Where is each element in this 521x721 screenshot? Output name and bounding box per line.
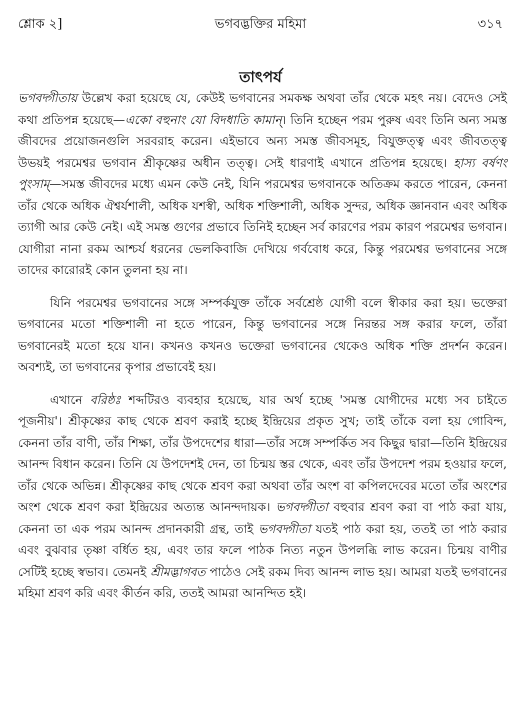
paragraph-text: যতই পাঠ করা হয়, ততই তা পাঠ করার এবং বুঝবার তৃষ্ণা বর্ধিত হয়, এবং তার ফলে পাঠক নিত্য নতুন উপলব্ধি লাভ করেন। চিন্ময় বাণীর সেটিই হচ্ছে স্বভাব। তেমনই — [18, 521, 508, 579]
italic-term: ভগবদ্গীতা — [275, 500, 328, 514]
paragraph-text: পাঠেও সেই রকম দিব্য আনন্দ লাভ হয়। আমরা যতই ভগবানের মহিমা শ্রবণ করি এবং কীর্তন করি, ততই আমরা আনন্দিত হই। — [18, 564, 507, 600]
verse-reference: শ্লোক ২] — [18, 17, 63, 32]
paragraph-text: —সমস্ত জীবদের মধ্যে এমন কেউ নেই, যিনি পরমেশ্বর ভগবানকে অতিক্রম করতে পারেন, কেননা তাঁর থেকে অধিক ঐশ্বর্যশালী, অধিক যশস্বী, অধিক শক্তিশালী, অধিক সুন্দর, অধিক জ্ঞানবান এবং অধিক ত্যাগী আর কেউ নেই। এই সমস্ত গুণের প্রভাবে তিনিই হচ্ছেন সর্ব কারণের পরম কারণ পরমেশ্বর ভগবান। যোগীরা নানা রকম আশ্চর্য ধরনের ভেলকিবাজি দেখিয়ে গর্ববোধ করে, কিন্তু পরমেশ্বর ভগবানের সঙ্গে তাদের কারোরই কোন তুলনা হয় না। — [18, 177, 507, 277]
italic-quote: হাস্য বর্ষণং পুংসাম্‌ — [18, 155, 507, 191]
running-title: ভগবদ্ভক্তির মহিমা — [214, 17, 307, 32]
paragraph-text: এখানে — [50, 392, 91, 407]
body-text — [18, 88, 507, 605]
italic-term: শ্রীমদ্ভাগবত — [150, 564, 206, 579]
italic-term: বরিষ্ঠঃ — [90, 392, 121, 407]
italic-term: ভগবদ্গীতা — [258, 521, 311, 536]
paragraph-text: । তিনি হচ্ছেন পরম পুরুষ এবং তিনি অন্য সমস্ত জীবদের প্রয়োজনগুলি সরবরাহ করেন। এইভাবে অন্য সমস্ত জীবসমূহ, বিযুক্তত্ত্ব এবং জীবতত্ত্ব উভয়ই পরমেশ্বর ভগবান শ্রীকৃষ্ণের অধীন তত্ত্ব। সেই ধারণাই এখানে প্রতিপন্ন হয়েছে। — [18, 112, 507, 170]
paragraph-2 — [18, 293, 507, 379]
paragraph-1 — [18, 88, 507, 282]
paragraph-text: যিনি পরমেশ্বর ভগবানের সঙ্গে সম্পর্কযুক্ত তাঁকে সর্বশ্রেষ্ঠ যোগী বলে স্বীকার করা হয়। ভক্তেরা ভগবানের মতো শক্তিশালী না হতে পারেন, কিন্তু ভগবানের সঙ্গে নিরন্তর সঙ্গ করার ফলে, তাঁরা ভগবানেরই মতো হয়ে যান। কখনও কখনও ভক্তেরা ভগবানের থেকেও অধিক শক্তি প্রদর্শন করেন। অবশ্যই, তা ভগবানের কৃপার প্রভাবেই হয়। — [18, 295, 507, 374]
paragraph-text: শব্দটিরও ব্যবহার হয়েছে, যার অর্থ হচ্ছে 'সমস্ত যোগীদের মধ্যে সব চাইতে পূজনীয়'। শ্রীকৃষ্ণের কাছ থেকে শ্রবণ করাই হচ্ছে ইন্দ্রিয়ের প্রকৃত সুখ; তাই তাঁকে বলা হয় গোবিন্দ, কেননা তাঁর বাণী, তাঁর শিক্ষা, তাঁর উপদেশের ধারা—তাঁর সঙ্গে সম্পর্কিত সব কিছুর দ্বারা—তিনি ইন্দ্রিয়ের আনন্দ বিধান করেন। তিনি যে উপদেশই দেন, তা চিন্ময় স্তর থেকে, এবং তাঁর উপদেশ পরম হওয়ার ফলে, তাঁর থেকে অভিন্ন। শ্রীকৃষ্ণের কাছ থেকে শ্রবণ করা অথবা তাঁর অংশ বা কপিলদেবের মতো তাঁর অংশের অংশ থেকে শ্রবণ করা ইন্দ্রিয়ের অত্যন্ত আনন্দদায়ক। — [18, 392, 507, 514]
italic-quote: একো বহুনাং যো বিদধাতি কামান্‌ — [124, 112, 282, 127]
page-header — [18, 14, 503, 36]
paragraph-3 — [18, 390, 507, 605]
paragraph-text: উল্লেখ করা হয়েছে যে, কেউই ভগবানের সমকক্ষ অথবা তাঁর থেকে মহৎ নয়। বেদেও সেই কথা প্রতিপন্ন হয়েছে— — [18, 91, 507, 127]
paragraph-text: বহুবার শ্রবণ করা বা পাঠ করা যায়, কেননা তা এক পরম আনন্দ প্রদানকারী গ্রন্থ, তাই — [18, 500, 507, 536]
page-number: ৩১৭ — [477, 17, 503, 32]
italic-term: ভগবদ্গীতায় — [18, 91, 78, 105]
section-title: তাৎপর্য — [239, 68, 282, 86]
